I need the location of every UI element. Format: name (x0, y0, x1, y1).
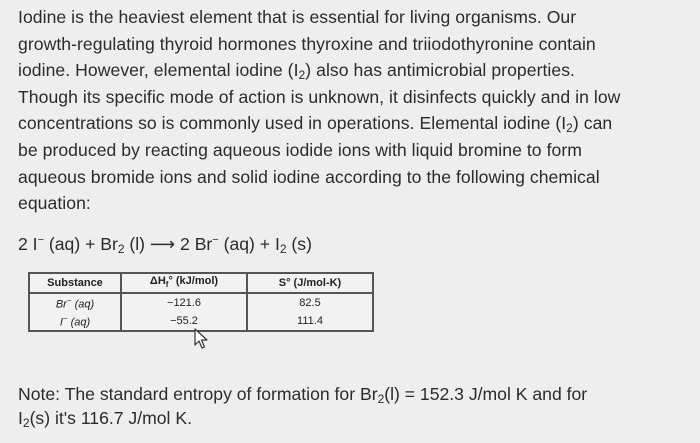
table-header-row (29, 273, 373, 293)
header-substance: Substance (29, 273, 121, 293)
header-enthalpy: $\Delta H_f^\circ$ (kJ/mol) (121, 273, 247, 293)
paragraph-line: equation: (18, 193, 91, 214)
mouse-cursor-icon (193, 328, 209, 350)
note-line: Note: The standard entropy of formation for $Br_2(l) = 152.3$ J/mol K and for (18, 384, 588, 406)
paragraph-line: Though its specific mode of action is unknown, it disinfects quickly and in low (18, 86, 621, 107)
paragraph-line: concentrations so is commonly used in operations. Elemental iodine $(I_2)$ can (18, 113, 613, 136)
cell-enthalpy: −55.2 (121, 312, 247, 331)
header-entropy: S° (J/mol-K) (247, 273, 373, 293)
intro-paragraph (18, 4, 694, 217)
paragraph-line: aqueous bromide ions and solid iodine according to the following chemical (18, 166, 600, 187)
paragraph-line: be produced by reacting aqueous iodide ions with liquid bromine to form (18, 139, 582, 160)
paragraph-line: iodine. However, elemental iodine $(I_2)$ also has antimicrobial properties. (18, 60, 576, 83)
cell-enthalpy: −121.6 (121, 293, 247, 312)
cell-substance: I− (aq) (29, 312, 121, 331)
table-row (29, 293, 373, 312)
chemical-equation: 2 I− $(aq) + Br_2$ (l) ⟶ 2 Br− $(aq) + I_2$ (s) (18, 234, 312, 256)
thermo-data-table (28, 272, 374, 332)
cell-substance: Br− (aq) (29, 293, 121, 312)
note-paragraph (18, 382, 694, 430)
cell-entropy: 111.4 (247, 312, 373, 331)
paragraph-line: Iodine is the heaviest element that is essential for living organisms. Our (18, 7, 577, 27)
note-line: $I_2(s)$ it's 116.7 J/mol K. (18, 408, 192, 430)
cell-entropy: 82.5 (247, 293, 373, 312)
paragraph-line: growth-regulating thyroid hormones thyroxine and triiodothyronine contain (18, 33, 596, 54)
